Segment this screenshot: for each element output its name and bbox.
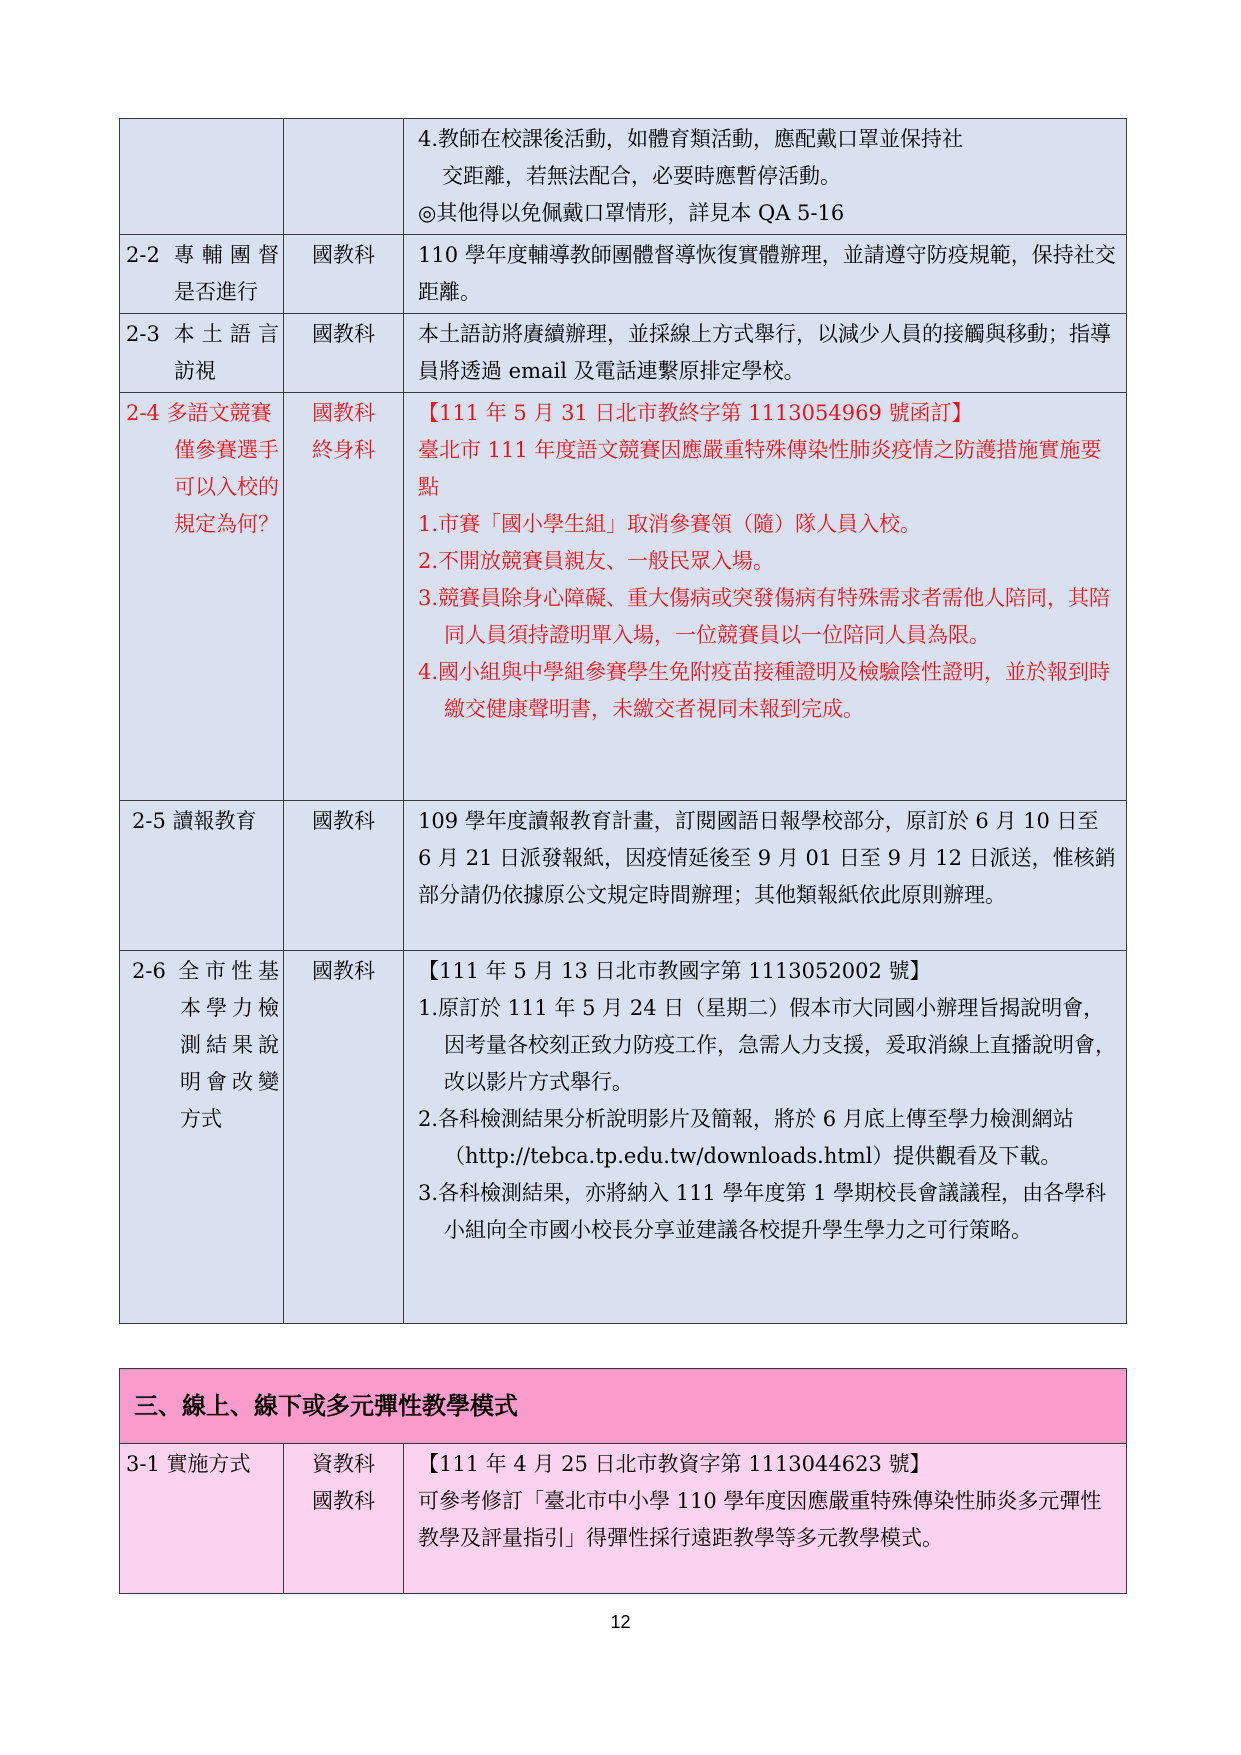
dept-cell [284,393,404,801]
dept-cell [284,314,404,393]
dept-label: 國教科 [312,243,375,267]
table-row [120,119,1127,235]
page-number: 12 [610,1612,631,1632]
dept-label: 國教科 [312,959,375,983]
topic-line: 2-3 本土語言 [126,322,279,346]
document-reference: 【111 年 4 月 25 日北市教資字第 1113044623 號】 [418,1452,931,1476]
topic-line: 明會改變 [180,1070,279,1094]
topic-line: 方式 [180,1107,222,1131]
content-paragraph: 可參考修訂「臺北市中小學 110 學年度因應嚴重特殊傳染性肺炎多元彈性教學及評量指引」得彈性採行遠距教學等多元教學模式。 [418,1489,1102,1550]
topic-cell [120,393,284,801]
dept-label: 國教科 [312,322,375,346]
content-cell [404,393,1127,801]
topic-cell [120,314,284,393]
content-cell [404,235,1127,314]
topic-line: 僅參賽選手 [174,438,279,462]
topic-line: 2-5 讀報教育 [132,809,257,833]
content-cell [404,1444,1127,1594]
table-row [120,235,1127,314]
section-title: 三、線上、線下或多元彈性教學模式 [120,1369,1127,1444]
dept-cell [284,951,404,1324]
topic-line: 可以入校的 [174,475,279,499]
table-row [120,393,1127,801]
content-cell [404,951,1127,1324]
dept-cell [284,801,404,951]
content-note: ◎其他得以免佩戴口罩情形，詳見本 QA 5-16 [418,201,845,225]
table-row [120,314,1127,393]
topic-line: 2-4 多語文競賽 [126,401,272,425]
content-item: 1.原訂於 111 年 5 月 24 日（星期二）假本市大同國小辦理旨揭說明會，因考量各校刻正致力防疫工作，急需人力支援，爰取消線上直播說明會，改以影片方式舉行。 [418,996,1116,1094]
section-header-row [120,1369,1127,1444]
content-item: 2.各科檢測結果分析說明影片及簡報，將於 6 月底上傳至學力檢測網站（http://tebca.tp.edu.tw/downloads.html）提供觀看及下載。 [418,1107,1074,1168]
dept-cell [284,1444,404,1594]
content-item: 2.不開放競賽員親友、一般民眾入場。 [418,549,775,573]
qa-table-section-2 [119,118,1127,1324]
topic-line: 本學力檢 [180,996,279,1020]
content-cell [404,314,1127,393]
dept-label: 國教科 [312,401,375,425]
qa-table-section-3 [119,1368,1127,1594]
dept-cell [284,235,404,314]
topic-line: 是否進行 [174,280,258,304]
topic-cell [120,1444,284,1594]
topic-cell [120,801,284,951]
topic-line: 2-2 專輔團督 [126,243,279,267]
dept-label: 國教科 [312,809,375,833]
content-item: 4.國小組與中學組參賽學生免附疫苗接種證明及檢驗陰性證明，並於報到時繳交健康聲明書，未繳交者視同未報到完成。 [418,660,1111,721]
table-row [120,1444,1127,1594]
document-reference: 【111 年 5 月 31 日北市教終字第 1113054969 號函訂】 [418,401,973,425]
dept-label: 國教科 [312,1489,375,1513]
topic-line: 訪視 [174,359,216,383]
topic-cell [120,235,284,314]
topic-line: 規定為何？ [174,512,279,536]
content-cell [404,801,1127,951]
content-paragraph: 109 學年度讀報教育計畫，訂閱國語日報學校部分，原訂於 6 月 10 日至 6 月 21 日派發報紙，因疫情延後至 9 月 01 日至 9 月 12 日派送，惟核銷部分請仍依據原公文規定時間辦理；其他類報紙依此原則辦理。 [418,809,1116,907]
table-row [120,801,1127,951]
content-item: 1.市賽「國小學生組」取消參賽領（隨）隊人員入校。 [418,512,922,536]
table-row [120,951,1127,1324]
document-reference: 【111 年 5 月 13 日北市教國字第 1113052002 號】 [418,959,931,983]
content-item: 3.競賽員除身心障礙、重大傷病或突發傷病有特殊需求者需他人陪同，其陪同人員須持證明單入場，一位競賽員以一位陪同人員為限。 [418,586,1111,647]
topic-cell [120,951,284,1324]
content-item: 交距離，若無法配合，必要時應暫停活動。 [442,164,841,188]
topic-line: 測結果說 [180,1033,279,1057]
dept-cell [284,119,404,235]
content-item: 3.各科檢測結果，亦將納入 111 學年度第 1 學期校長會議議程，由各學科小組向全市國小校長分享並建議各校提升學生學力之可行策略。 [418,1181,1107,1242]
topic-cell [120,119,284,235]
topic-line: 2-6 全市性基 [132,959,279,983]
content-paragraph: 本土語訪將賡續辦理，並採線上方式舉行，以減少人員的接觸與移動；指導員將透過 email 及電話連繫原排定學校。 [418,322,1111,383]
dept-label: 終身科 [312,438,375,462]
topic-line: 3-1 實施方式 [126,1452,251,1476]
content-item: 4.教師在校課後活動，如體育類活動，應配戴口罩並保持社 [418,127,964,151]
content-paragraph: 110 學年度輔導教師團體督導恢復實體辦理，並請遵守防疫規範，保持社交距離。 [418,243,1116,304]
content-paragraph: 臺北市 111 年度語文競賽因應嚴重特殊傳染性肺炎疫情之防護措施實施要點 [418,438,1102,499]
content-cell [404,119,1127,235]
dept-label: 資教科 [312,1452,375,1476]
